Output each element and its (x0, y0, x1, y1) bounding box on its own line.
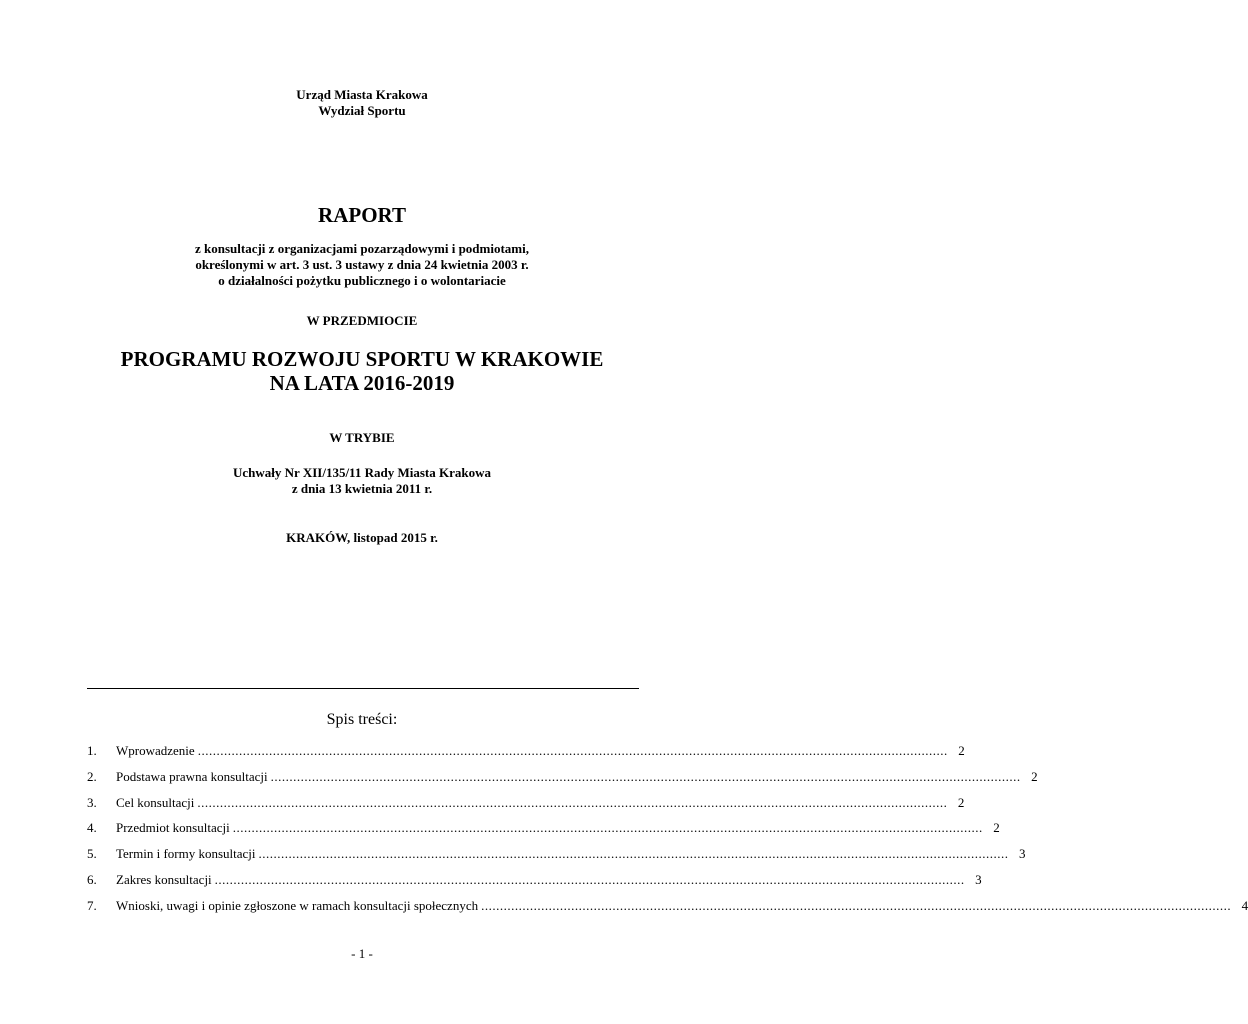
toc-item-page: 2 (1031, 768, 1038, 784)
toc-item-page: 4 (1241, 897, 1248, 913)
page-number: - 1 - (351, 946, 373, 961)
toc-item[interactable] (87, 794, 965, 820)
place-date: KRAKÓW, listopad 2015 r. (286, 530, 438, 545)
report-title: RAPORT (318, 203, 406, 227)
program-title-line: PROGRAMU ROZWOJU SPORTU W KRAKOWIE (120, 347, 604, 371)
toc-leader-dots: ........................................................................................................................................................................................................ (270, 768, 1021, 784)
program-title-line: NA LATA 2016-2019 (269, 371, 455, 395)
mode-label: W TRYBIE (329, 430, 395, 445)
toc-item-page: 3 (1019, 846, 1026, 862)
toc-item-label: Zakres konsultacji (116, 871, 212, 887)
toc-item-label: Wnioski, uwagi i opinie zgłoszone w ramach konsultacji społecznych (116, 897, 479, 913)
toc-item-number: 4. (87, 820, 97, 836)
toc-leader-dots: ........................................................................................................................................................................................................ (214, 871, 965, 887)
subtitle-line: określonymi w art. 3 ust. 3 ustawy z dnia 24 kwietnia 2003 r. (195, 257, 529, 272)
toc-item-page: 3 (975, 871, 982, 887)
toc-item-number: 7. (87, 897, 97, 913)
toc-item[interactable] (87, 819, 1000, 845)
resolution-line: z dnia 13 kwietnia 2011 r. (291, 481, 433, 496)
toc-item-page: 2 (957, 794, 965, 810)
department-name: Wydział Sportu (318, 103, 406, 118)
toc-item-label: Przedmiot konsultacji (116, 820, 230, 836)
resolution-reference (0, 465, 724, 497)
toc-item[interactable] (87, 871, 982, 897)
toc-leader-dots: ........................................................................................................................................................................................................ (481, 897, 1232, 913)
subject-label: W PRZEDMIOCIE (306, 313, 418, 328)
toc-item-number: 5. (87, 846, 97, 862)
toc-item-number: 6. (87, 871, 97, 887)
program-title (0, 347, 724, 395)
report-subtitle (0, 241, 724, 289)
toc-item-label: Wprowadzenie (116, 743, 195, 758)
subtitle-line: z konsultacji z organizacjami pozarządowymi i podmiotami, (195, 241, 529, 256)
toc-leader-dots: ........................................................................................................................................................................................................ (197, 794, 948, 810)
toc-leader-dots: ........................................................................................................................................................................................................ (258, 846, 1009, 862)
toc-item-page: 2 (958, 743, 965, 758)
resolution-line: Uchwały Nr XII/135/11 Rady Miasta Krakowa (233, 465, 491, 480)
toc-item-number: 1. (87, 743, 97, 758)
toc-leader-dots: ........................................................................................................................................................................................................ (197, 743, 948, 758)
toc-leader-dots: ........................................................................................................................................................................................................ (232, 820, 983, 836)
toc-item-page: 2 (993, 820, 1000, 836)
toc-item-label: Termin i formy konsultacji (116, 846, 256, 862)
toc-heading: Spis treści: (326, 711, 398, 728)
toc-item-label: Cel konsultacji (116, 794, 195, 810)
horizontal-divider (87, 688, 639, 689)
toc-item[interactable] (87, 742, 965, 768)
toc-item-number: 3. (87, 794, 97, 810)
toc-item-label: Podstawa prawna konsultacji (116, 768, 268, 784)
toc-item[interactable] (87, 845, 1026, 871)
toc-item[interactable] (87, 768, 1038, 794)
subtitle-line: o działalności pożytku publicznego i o wolontariacie (218, 273, 506, 288)
org-name: Urząd Miasta Krakowa (296, 87, 428, 102)
table-of-contents (87, 742, 1248, 923)
toc-item-number: 2. (87, 768, 97, 784)
toc-item[interactable] (87, 897, 1248, 923)
organization-header (0, 87, 724, 119)
